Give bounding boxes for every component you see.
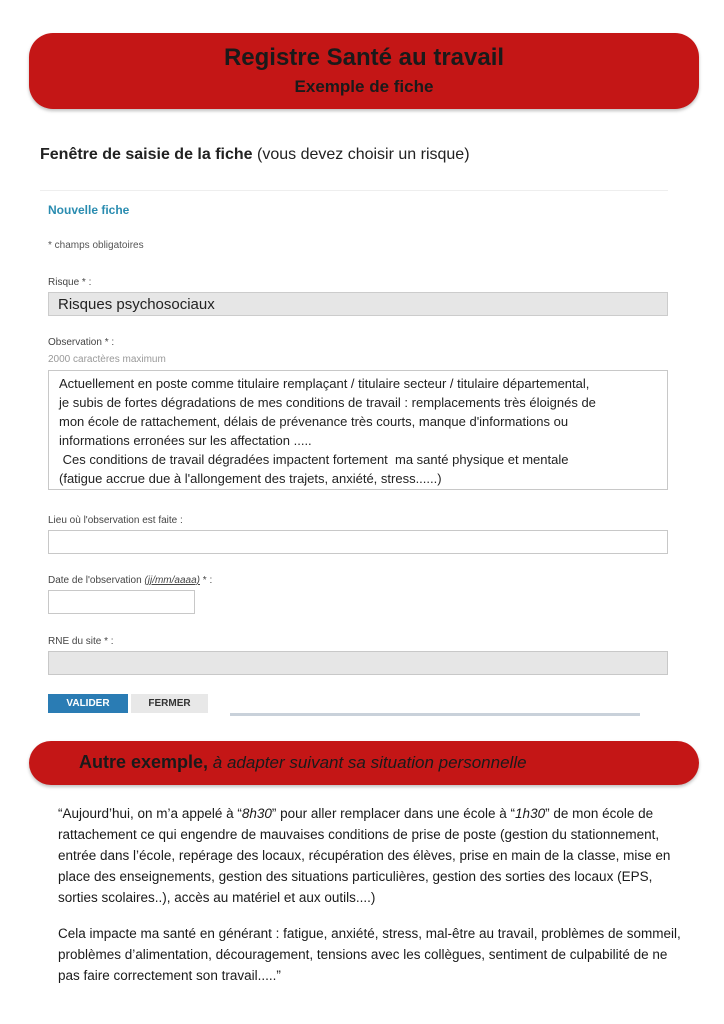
header-banner — [29, 33, 699, 109]
example-banner — [29, 741, 699, 785]
example-banner-text — [79, 752, 527, 773]
risk-select[interactable]: Risques psychosociaux — [48, 292, 668, 316]
example-paragraph-1 — [58, 803, 688, 908]
observation-line: (fatigue accrue due à l'allongement des trajets, anxiété, stress......) — [59, 471, 442, 486]
rne-input[interactable] — [48, 651, 668, 675]
section-title-rest: (vous devez choisir un risque) — [252, 146, 470, 163]
place-input[interactable] — [48, 530, 668, 554]
example-paragraph-2 — [58, 923, 688, 986]
date-label-text: Date de l'observation — [48, 575, 145, 586]
place-label: Lieu où l'observation est faite : — [48, 515, 183, 526]
section-title-bold: Fenêtre de saisie de la fiche — [40, 146, 253, 163]
observation-line: Actuellement en poste comme titulaire remplaçant / titulaire secteur / titulaire départemental, — [59, 376, 590, 391]
section-title — [40, 146, 470, 164]
example-banner-italic: à adapter suivant sa situation personnelle — [208, 753, 527, 772]
paragraph-text: Cela impacte ma santé en générant : fatigue, anxiété, stress, mal-être au travail, problèmes de sommeil, problèmes d’alimentation, découragement, tensions avec les collègues, sentiment de culpabilité de ne pas faire correctement son travail.....” — [58, 926, 681, 983]
paragraph-text: ” de mon école de rattachement ce qui engendre de mauvaises conditions de prise de poste (gestion du stationnement, entrée dans l’école, repérage des locaux, récupération des élèves, prise en main de la classe, mise en place des enseignements, gestion des situations particulières, gestion des sorties des locaux (EPS, sorties scolaires..), accès au matériel et aux outils....) — [58, 806, 671, 905]
page-title: Registre Santé au travail — [223, 44, 505, 71]
observation-line: informations erronées sur les affectation ..... — [59, 433, 312, 448]
observation-hint: 2000 caractères maximum — [48, 354, 166, 365]
time-value: 1h30 — [515, 806, 546, 821]
date-label — [48, 575, 212, 586]
page-subtitle: Exemple de fiche — [294, 77, 434, 96]
risk-label: Risque * : — [48, 277, 92, 288]
observation-line: mon école de rattachement, délais de prévenance très courts, manque d'informations ou — [59, 414, 569, 429]
observation-textarea[interactable] — [48, 370, 668, 490]
date-label-required: * : — [200, 575, 213, 586]
form-heading: Nouvelle fiche — [48, 203, 130, 217]
rne-label: RNE du site * : — [48, 636, 114, 647]
observation-line: je subis de fortes dégradations de mes conditions de travail : remplacements très éloignés de — [59, 395, 596, 410]
time-value: 8h30 — [241, 806, 272, 821]
paragraph-text: ” pour aller remplacer dans une école à “ — [271, 806, 516, 821]
validate-button[interactable]: VALIDER — [48, 694, 128, 713]
close-button[interactable]: FERMER — [131, 694, 208, 713]
required-note: * champs obligatoires — [48, 240, 144, 251]
observation-line: Ces conditions de travail dégradées impactent fortement ma santé physique et mentale — [59, 452, 569, 467]
paragraph-text: “Aujourd’hui, on m’a appelé à “ — [58, 806, 242, 821]
date-input[interactable] — [48, 590, 195, 614]
divider — [230, 713, 640, 716]
observation-label: Observation * : — [48, 337, 115, 348]
date-format-hint: (jj/mm/aaaa) — [144, 575, 200, 586]
example-banner-bold: Autre exemple, — [79, 752, 209, 772]
